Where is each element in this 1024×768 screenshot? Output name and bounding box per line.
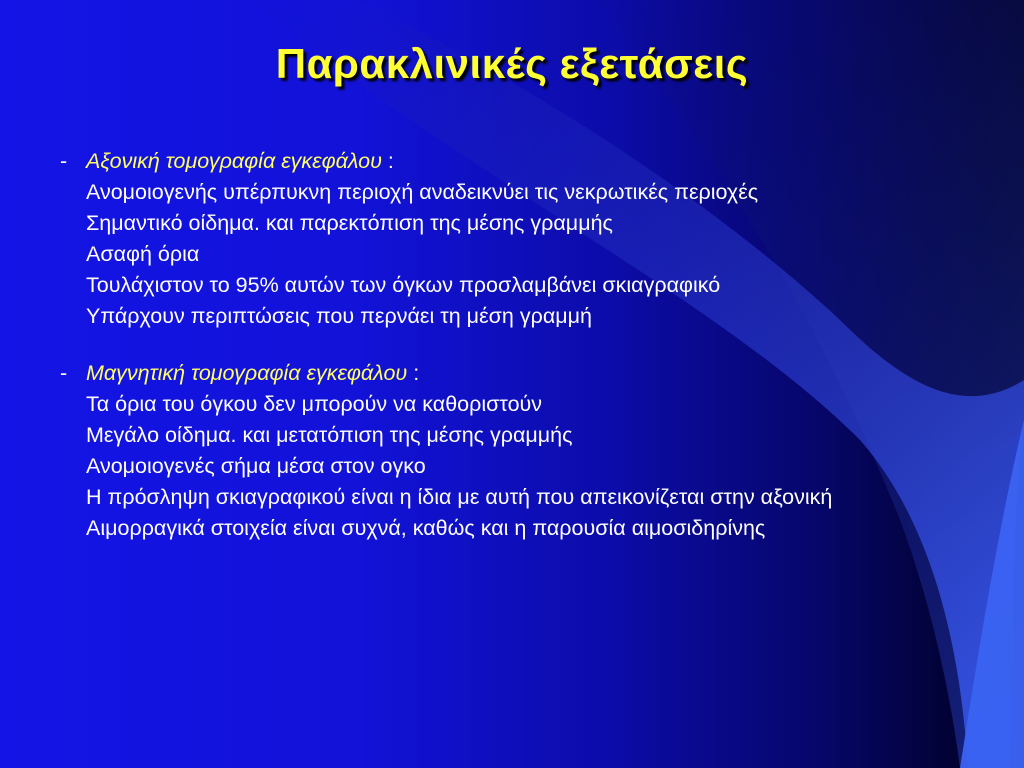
list-item: Τουλάχιστον το 95% αυτών των όγκων προσλαμβάνει σκιαγραφικό — [86, 273, 721, 297]
list-item: Ανομοιογενές σήμα μέσα στον ογκο — [86, 454, 426, 478]
list-item: Τα όρια του όγκου δεν μπορούν να καθοριστούν — [86, 392, 543, 416]
section-heading-line — [60, 146, 1000, 177]
list-item: Σημαντικό οίδημα. και παρεκτόπιση της μέσης γραμμής — [86, 211, 613, 235]
dash-marker: - — [60, 361, 68, 385]
list-item: Μεγάλο οίδημα. και μετατόπιση της μέσης γραμμής — [86, 423, 573, 447]
list-item: Ανομοιογενής υπέρπυκνη περιοχή αναδεικνύει τις νεκρωτικές περιοχές — [86, 180, 759, 204]
slide-content — [60, 146, 1000, 570]
section-ct — [60, 146, 1000, 332]
list-item: Υπάρχουν περιπτώσεις που περνάει τη μέση γραμμή — [86, 304, 592, 328]
section-heading-line — [60, 358, 1000, 389]
dash-marker: - — [60, 149, 68, 173]
section-heading: Αξονική τομογραφία εγκεφάλου — [86, 149, 382, 173]
heading-colon: : — [413, 361, 420, 385]
list-item: Ασαφή όρια — [86, 242, 200, 266]
list-item: Αιμορραγικά στοιχεία είναι συχνά, καθώς και η παρουσία αιμοσιδηρίνης — [86, 516, 766, 540]
heading-colon: : — [387, 149, 394, 173]
slide-title: Παρακλινικές εξετάσεις — [275, 40, 749, 87]
section-mri — [60, 358, 1000, 544]
list-item: Η πρόσληψη σκιαγραφικού είναι η ίδια με αυτή που απεικονίζεται στην αξονική — [86, 485, 833, 509]
section-heading: Μαγνητική τομογραφία εγκεφάλου — [86, 361, 408, 385]
